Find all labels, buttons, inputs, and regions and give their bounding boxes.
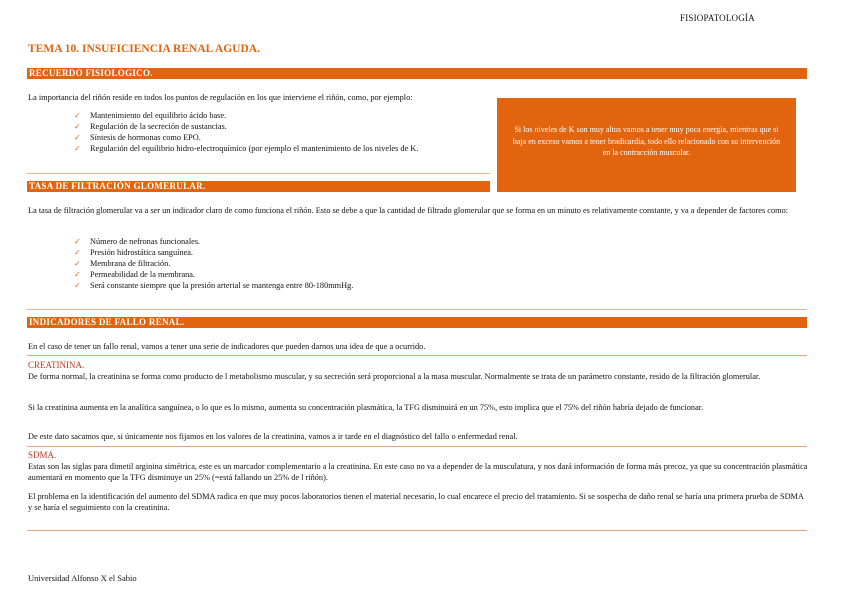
divider	[27, 309, 807, 310]
check-icon: ✓	[74, 281, 81, 290]
section1-list	[74, 110, 494, 154]
check-icon: ✓	[74, 248, 81, 257]
creatinina-p3: De este dato sacamos que, si únicamente nos fijamos en los valores de la creatinina, vamos a ir tarde en el diagnóstico del fallo o enfermedad renal.	[28, 432, 518, 441]
list-item: ✓ Regulación de la secreción de sustancias.	[74, 122, 227, 131]
section-heading-indicadores: INDICADORES DE FALLO RENAL.	[27, 317, 807, 328]
section3-intro: En el caso de tener un fallo renal, vamos a tener una serie de indicadores que pueden darnos una idea de que a ocurrido.	[28, 342, 426, 351]
section-heading-tfg: TASA DE FILTRACIÓN GLOMERULAR.	[27, 181, 490, 192]
check-icon: ✓	[74, 122, 81, 131]
list-item: ✓ Número de nefronas funcionales.	[74, 237, 201, 246]
creatinina-title: CREATININA.	[28, 360, 85, 370]
check-icon: ✓	[74, 237, 81, 246]
sdma-title: SDMA.	[28, 450, 57, 460]
check-icon: ✓	[74, 270, 81, 279]
sdma-p1: Estas son las siglas para dimetil arginina simétrica, este es un marcador complementario a la creatinina. En este caso no va a depender de la musculatura, y nos dará información de forma más precoz, ya que su concentración plasmática aumentará en momento que la TFG disminuye un 25% (=está fallando un 25% de l riñón).	[28, 462, 808, 482]
list-item: ✓ Síntesis de hormonas como EPO.	[74, 133, 201, 142]
list-item: ✓ Permeabilidad de la membrana.	[74, 270, 196, 279]
list-item: ✓ Regulación del equilibrio hidro-electroquímico (por ejemplo el mantenimiento de los niveles de K.	[74, 144, 419, 153]
divider	[27, 446, 807, 447]
callout-box: Si los niveles de K son muy altos vamos a tener muy poca energía, mientras que si baja en exceso vamos a tener bradicardia, todo ello relacionado con su intervención en la contracción muscular.	[497, 98, 796, 192]
sdma-p2: El problema en la identificación del aumento del SDMA radica en que muy pocos laboratorios tienen el material necesario, lo cual encarece el precio del tratamiento. Si se sospecha de daño renal se haría una primera prueba de SDMA y se haría el seguimiento con la creatinina.	[28, 492, 804, 512]
creatinina-p2: Si la creatinina aumenta en la analítica sanguínea, o lo que es lo mismo, aumenta su concentración plasmática, la TFG disminuirá en un 75%, esto implica que el 75% del riñón habría dejado de funcionar.	[28, 403, 704, 412]
check-icon: ✓	[74, 144, 81, 153]
check-icon: ✓	[74, 133, 81, 142]
divider	[27, 173, 490, 174]
check-icon: ✓	[74, 111, 81, 120]
footer-university: Universidad Alfonso X el Sabio	[28, 573, 137, 583]
divider	[27, 355, 807, 356]
divider	[27, 530, 807, 531]
list-item: ✓ Presión hidrostática sanguínea.	[74, 248, 193, 257]
section-heading-recuerdo: RECUERDO FISIOLOGICO.	[27, 68, 807, 79]
list-item: ✓ Membrana de filtración.	[74, 259, 171, 268]
creatinina-p1: De forma normal, la creatinina se forma como producto de l metabolismo muscular, y su secreción será proporcional a la masa muscular. Normalmente se trata de un parámetro constante, resido de la filtración glomerular.	[28, 372, 761, 381]
header-subject: FISIOPATOLOGÍA	[680, 13, 755, 23]
check-icon: ✓	[74, 259, 81, 268]
page-title: TEMA 10. INSUFICIENCIA RENAL AGUDA.	[28, 43, 260, 55]
section1-intro: La importancia del riñón reside en todos los puntos de regulación en los que interviene el riñón, como, por ejemplo:	[28, 93, 413, 102]
list-item: ✓ Mantenimiento del equilibrio ácido base.	[74, 111, 227, 120]
section2-intro: La tasa de filtración glomerular va a ser un indicador claro de como funciona el riñón. Esto se debe a que la cantidad de filtrado glomerular que se forma en un minuto es relativamente constante, y va a depender de factores como:	[28, 206, 789, 215]
list-item: ✓ Será constante siempre que la presión arterial se mantenga entre 80-180mmHg.	[74, 281, 354, 290]
section2-list	[74, 236, 774, 291]
